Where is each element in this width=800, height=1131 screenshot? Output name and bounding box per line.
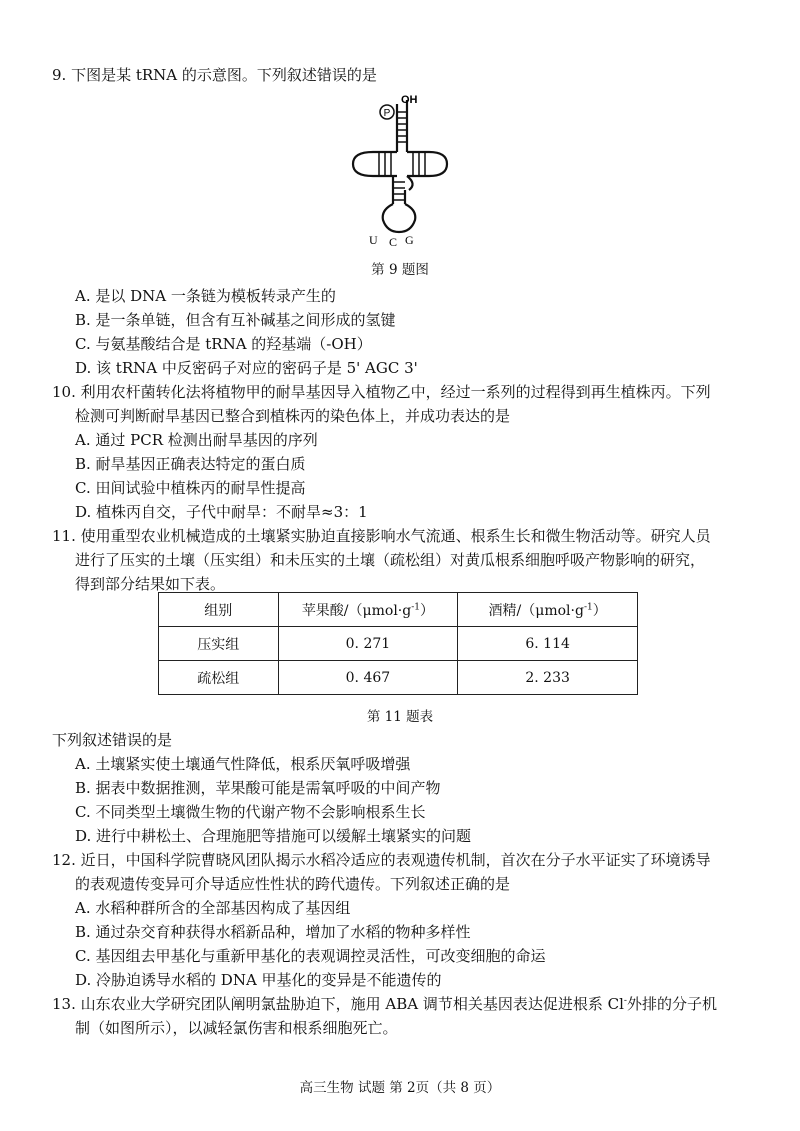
- cell-group: 压实组: [159, 627, 279, 661]
- header-malic: 苹果酸$/(\mu mol\cdot g^{-1})$: [278, 593, 458, 627]
- table-header-row: [159, 593, 638, 627]
- q9-stem: 9. 下图是某 tRNA 的示意图。下列叙述错误的是: [52, 66, 377, 84]
- header-group: 组别: [159, 593, 279, 627]
- q11-caption: 第 11 题表: [366, 709, 434, 725]
- anticodon-g: G: [405, 233, 414, 247]
- q11-stem-line1: 11. 使用重型农业机械造成的土壤紧实胁迫直接影响水气流通、根系生长和微生物活动等。研究人员: [52, 527, 711, 545]
- anticodon-u: U: [369, 233, 378, 247]
- q11-option-d: D. 进行中耕松土、合理施肥等措施可以缓解土壤紧实的问题: [75, 827, 472, 845]
- q9-option-a: A. 是以 DNA 一条链为模板转录产生的: [75, 287, 336, 305]
- q12-stem-line1: 12. 近日，中国科学院曹晓风团队揭示水稻冷适应的表观遗传机制，首次在分子水平证实了环境诱导: [52, 851, 711, 869]
- q13-stem-line2: 制（如图所示），以减轻氯伤害和根系细胞死亡。: [75, 1019, 398, 1037]
- q10-option-d: D. 植株丙自交，子代中耐旱：不耐旱≈3：1: [75, 503, 368, 521]
- cell-malic: 0. 271: [278, 627, 458, 661]
- q12-option-a: A. 水稻种群所含的全部基因构成了基因组: [75, 899, 351, 917]
- table-row: [159, 661, 638, 695]
- q10-option-c: C. 田间试验中植株丙的耐旱性提高: [75, 479, 306, 497]
- q12-stem-line2: 的表观遗传变异可介导适应性性状的跨代遗传。下列叙述正确的是: [75, 875, 511, 893]
- q10-option-b: B. 耐旱基因正确表达特定的蛋白质: [75, 455, 306, 473]
- q11-option-b: B. 据表中数据推测，苹果酸可能是需氧呼吸的中间产物: [75, 779, 441, 797]
- trna-diagram: [345, 92, 455, 247]
- phosphate-label: P: [383, 108, 391, 119]
- cell-group: 疏松组: [159, 661, 279, 695]
- anticodon-c: C: [389, 235, 398, 247]
- cell-ethanol: 2. 233: [458, 661, 638, 695]
- oh-label: OH: [401, 94, 418, 106]
- q10-stem-line2: 检测可判断耐旱基因已整合到植株丙的染色体上，并成功表达的是: [75, 407, 511, 425]
- table-row: [159, 627, 638, 661]
- q12-option-c: C. 基因组去甲基化与重新甲基化的表观调控灵活性，可改变细胞的命运: [75, 947, 546, 965]
- q11-table: [158, 592, 638, 695]
- q12-option-d: D. 冷胁迫诱导水稻的 DNA 甲基化的变异是不能遗传的: [75, 971, 442, 989]
- q10-option-a: A. 通过 PCR 检测出耐旱基因的序列: [75, 431, 318, 449]
- q9-option-b: B. 是一条单链，但含有互补碱基之间形成的氢键: [75, 311, 396, 329]
- q11-stem-line3: 得到部分结果如下表。: [75, 575, 226, 593]
- q12-option-b: B. 通过杂交育种获得水稻新品种，增加了水稻的物种多样性: [75, 923, 471, 941]
- q9-caption: 第 9 题图: [371, 262, 429, 278]
- q11-option-c: C. 不同类型土壤微生物的代谢产物不会影响根系生长: [75, 803, 426, 821]
- q9-option-c: C. 与氨基酸结合是 tRNA 的羟基端（-OH）: [75, 335, 372, 353]
- cell-malic: 0. 467: [278, 661, 458, 695]
- cell-ethanol: 6. 114: [458, 627, 638, 661]
- q9-option-d: D. 该 tRNA 中反密码子对应的密码子是 5' AGC 3': [75, 359, 418, 377]
- q13-stem-line1: 13. 山东农业大学研究团队阐明氯盐胁迫下，施用 ABA 调节相关基因表达促进根系 Cl-外排的分子机: [52, 995, 717, 1013]
- q11-option-a: A. 土壤紧实使土壤通气性降低，根系厌氧呼吸增强: [75, 755, 411, 773]
- q11-stem-line2: 进行了压实的土壤（压实组）和未压实的土壤（疏松组）对黄瓜根系细胞呼吸产物影响的研究，: [75, 551, 706, 569]
- q10-stem-line1: 10. 利用农杆菌转化法将植物甲的耐旱基因导入植物乙中，经过一系列的过程得到再生植株丙。下列: [52, 383, 711, 401]
- page-footer: 高三生物 试题 第 2页（共 8 页）: [299, 1080, 501, 1096]
- q11-followup: 下列叙述错误的是: [52, 731, 173, 749]
- header-ethanol: 酒精$/(\mu mol\cdot g^{-1})$: [458, 593, 638, 627]
